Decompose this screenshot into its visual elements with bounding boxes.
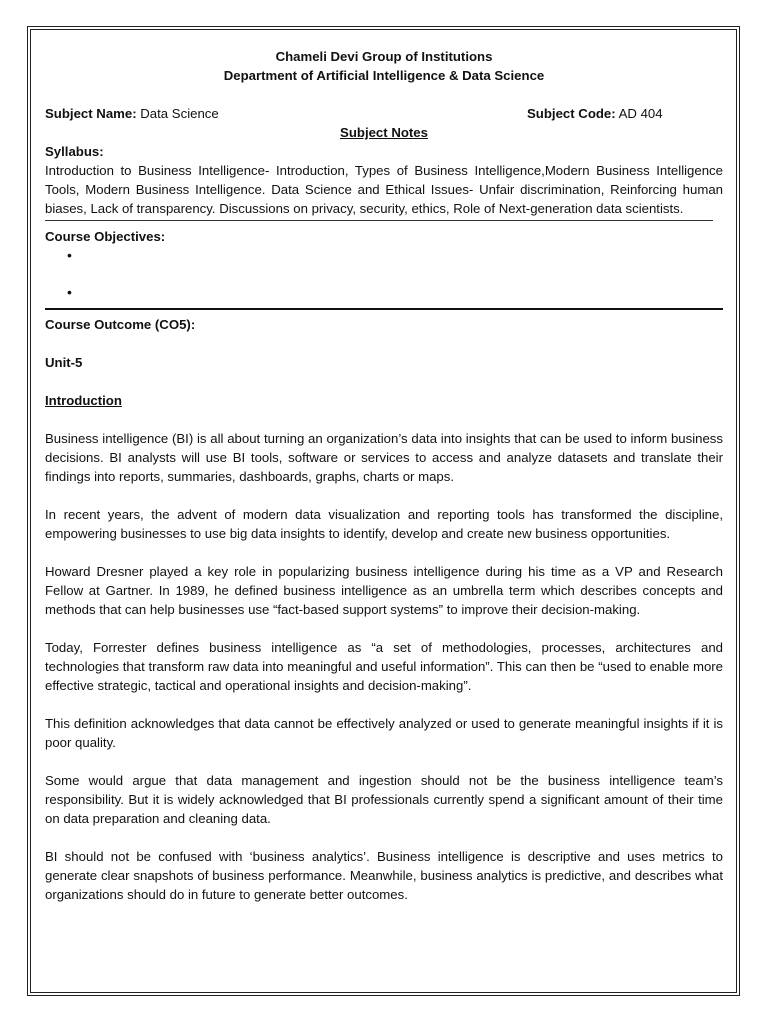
introduction-heading: Introduction — [45, 393, 122, 408]
subject-code-value: AD 404 — [618, 106, 663, 121]
list-item — [71, 265, 723, 283]
course-outcome-label: Course Outcome (CO5): — [45, 317, 196, 332]
intro-paragraph-5: This definition acknowledges that data cannot be effectively analyzed or used to generate meaningful insights if it is poor quality. — [45, 716, 723, 750]
divider-thin — [45, 220, 713, 221]
department-name: Department of Artificial Intelligence & Data Science — [223, 68, 545, 83]
subject-name-value: Data Science — [140, 106, 219, 121]
subject-notes-title: Subject Notes — [340, 125, 428, 140]
divider-thick — [45, 308, 723, 310]
document-body — [45, 47, 723, 904]
spacer — [45, 85, 723, 104]
bullet-1: • — [67, 247, 72, 263]
subject-code — [527, 104, 663, 123]
unit-label: Unit-5 — [45, 355, 83, 370]
institution-name: Chameli Devi Group of Institutions — [275, 49, 493, 64]
list-item — [67, 283, 723, 302]
subject-row — [45, 104, 723, 123]
subject-code-label: Subject Code: — [527, 106, 616, 121]
intro-paragraph-3: Howard Dresner played a key role in popularizing business intelligence during his time as a VP and Research Fellow at Gartner. In 1989, he defined business intelligence as an umbrella term which describes concepts and methods that can help businesses use “fact-based support systems” to improve their decision-making. — [45, 564, 723, 617]
course-objectives-label: Course Objectives: — [45, 229, 166, 244]
intro-paragraph-1: Business intelligence (BI) is all about turning an organization’s data into insights that can be used to inform business decisions. BI analysts will use BI tools, software or services to access and analyze datasets and translate their findings into reports, summaries, dashboards, graphs, charts or maps. — [45, 431, 723, 484]
subject-name — [45, 104, 219, 123]
list-item — [67, 246, 723, 265]
objectives-list — [45, 246, 723, 302]
syllabus-label: Syllabus: — [45, 144, 104, 159]
bullet-2: • — [67, 284, 72, 300]
intro-paragraph-6: Some would argue that data management and ingestion should not be the business intelligence team’s responsibility. But it is widely acknowledged that BI professionals currently spend a significant amount of their time on data preparation and cleaning data. — [45, 773, 723, 826]
intro-paragraph-7: BI should not be confused with ‘business analytics’. Business intelligence is descriptive and uses metrics to generate clear snapshots of business performance. Meanwhile, business analytics is predictive, and describes what organizations should do in future to generate better outcomes. — [45, 849, 723, 902]
subject-name-label: Subject Name: — [45, 106, 137, 121]
intro-paragraph-2: In recent years, the advent of modern data visualization and reporting tools has transformed the discipline, empowering businesses to use big data insights to identify, develop and create new business opportunities. — [45, 507, 723, 541]
syllabus-text: Introduction to Business Intelligence- Introduction, Types of Business Intelligence,Modern Business Intelligence Tools, Modern Business Intelligence. Data Science and Ethical Issues- Unfair discrimination, Reinforcing human biases, Lack of transparency. Discussions on privacy, security, ethics, Role of Next-generation data scientists. — [45, 163, 723, 216]
intro-paragraph-4: Today, Forrester defines business intelligence as “a set of methodologies, processes, architectures and technologies that transform raw data into meaningful and useful information”. This can then be “used to enable more effective strategic, tactical and operational insights and decision-making”. — [45, 640, 723, 693]
